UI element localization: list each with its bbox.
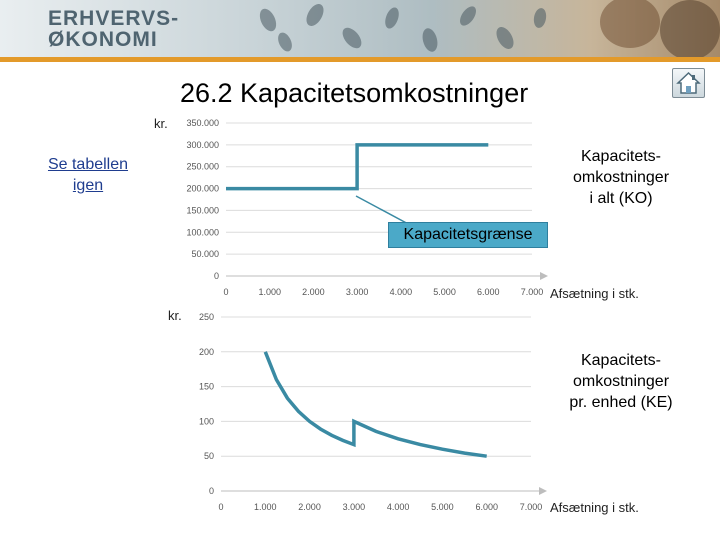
- chart2-y-tick-label: 0: [208, 486, 214, 496]
- chart1-y-tick-label: 250.000: [186, 161, 219, 172]
- capacity-limit-callout: Kapacitetsgrænse: [388, 222, 548, 248]
- chart1-y-tick-label: 200.000: [186, 183, 219, 194]
- chart1-x-tick-label: 5.000: [433, 287, 456, 297]
- chart2-x-tick-label: 7.000: [519, 502, 543, 512]
- ko-label-line-3: i alt (KO): [589, 190, 653, 207]
- ko-label-line-2: omkostninger: [572, 169, 670, 186]
- chart2-x-axis-arrow: [539, 487, 547, 495]
- chart1-xlabel: Afsætning i stk.: [550, 286, 639, 301]
- chart2-y-tick-label: 250: [198, 312, 214, 322]
- chart2-ylabel: kr.: [168, 308, 182, 323]
- chart1-y-tick-label: 300.000: [186, 139, 219, 150]
- chart2-x-tick-label: 6.000: [475, 502, 498, 512]
- ke-label-line-2: omkostninger: [572, 373, 670, 390]
- chart2-x-tick-label: 4.000: [386, 502, 410, 512]
- chart1-y-tick-label: 50.000: [191, 249, 219, 260]
- chart2-y-tick-label: 150: [198, 381, 214, 392]
- chart1-y-tick-label: 0: [213, 271, 219, 281]
- chart1-x-tick-label: 1.000: [258, 287, 281, 297]
- chart2-y-tick-label: 200: [198, 346, 214, 357]
- chart2-y-tick-label: 100: [198, 416, 214, 427]
- chart1-x-tick-label: 6.000: [477, 287, 500, 297]
- show-table-link[interactable]: Se tabellen igen: [47, 156, 129, 194]
- chart1-x-tick-label: 3.000: [345, 287, 369, 297]
- ko-label-line-1: Kapacitets-: [580, 148, 662, 165]
- chart1-x-tick-label: 7.000: [520, 287, 544, 297]
- chart2-x-tick-label: 3.000: [342, 502, 366, 512]
- chart1-x-tick-label: 4.000: [389, 287, 413, 297]
- slide-title: 26.2 Kapacitetsomkostninger: [180, 78, 529, 108]
- chart1-y-tick-label: 350.000: [186, 118, 219, 128]
- chart2-y-tick-label: 50: [203, 451, 214, 462]
- logo-line-1: ERHVERVS-: [48, 7, 180, 30]
- chart1-ylabel: kr.: [154, 116, 168, 131]
- chart1-y-tick-label: 100.000: [186, 227, 219, 238]
- chart1-x-tick-label: 0: [223, 287, 229, 297]
- chart2-x-tick-label: 0: [218, 502, 224, 512]
- chart2-series-line-0: [265, 352, 486, 456]
- ke-label-line-1: Kapacitets-: [580, 352, 662, 369]
- chart1-y-tick-label: 150.000: [186, 205, 219, 216]
- logo-line-2: ØKONOMI: [48, 28, 158, 51]
- chart1-x-tick-label: 2.000: [302, 287, 325, 297]
- ke-label-line-3: pr. enhed (KE): [569, 394, 673, 411]
- chart2-x-tick-label: 2.000: [298, 502, 321, 512]
- chart2-x-tick-label: 5.000: [431, 502, 454, 512]
- chart2-xlabel: Afsætning i stk.: [550, 500, 639, 515]
- chart2-x-tick-label: 1.000: [254, 502, 277, 512]
